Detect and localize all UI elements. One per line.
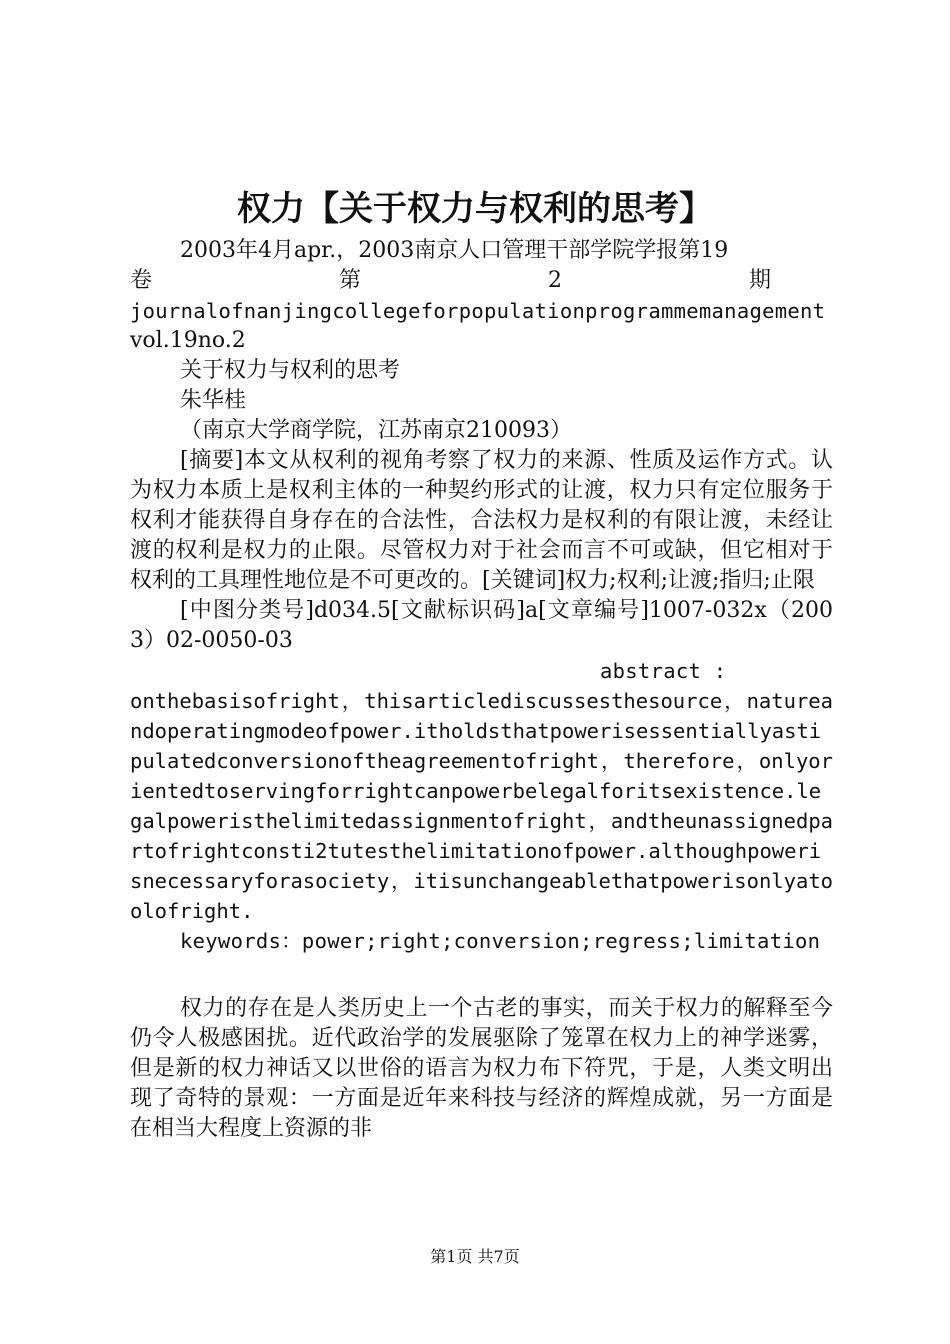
body-paragraph: 权力的存在是人类历史上一个古老的事实，而关于权力的解释至今仍令人极感困扰。近代政治学的发展驱除了笼罩在权力上的神学迷雾，但是新的权力神话又以世俗的语言为权力布下符咒，于是，人类文明出现了奇特的景观：一方面是近年来科技与经济的辉煌成就，另一方面是在相当大程度上资源的非 [130,996,833,1141]
page-title: 权力【关于权力与权利的思考】 [237,189,713,229]
page-indicator: 第1页 共7页 [430,1247,520,1266]
abstract-english-label: abstract : [600,659,727,683]
journal-info-line4: vol.19no.2 [130,328,246,353]
abstract-chinese: [摘要]本文从权利的视角考察了权力的来源、性质及运作方式。认为权力本质上是权利主体的一种契约形式的让渡，权力只有定位服务于权利才能获得自身存在的合法性，合法权力是权利的有限让渡，未经让渡的权利是权力的止限。尽管权力对于社会而言不可或缺，但它相对于权利的工具理性地位是不可更改的。[关键词]权力;权利;让渡;指归;止限 [130,448,833,593]
article-affiliation: （南京大学商学院，江苏南京210093） [180,418,572,443]
paragraph-spacer [130,956,833,994]
article-author: 朱华桂 [180,388,247,413]
classification-info: [中图分类号]d034.5[文献标识码]a[文章编号]1007-032x（2003）02-0050-03 [130,598,833,653]
journal-info-line3: journalofnanjingcollegeforpopulationprogrammemanagement [130,299,826,323]
journal-info-line2: 卷 第 2 期 [130,268,771,293]
document-body [130,236,833,1144]
journal-info-line1: 2003年4月apr.，2003南京人口管理干部学院学报第19 [180,238,729,263]
abstract-english: onthebasisofright，thisarticlediscussesthesource，natureandoperatingmodeofpower.itholdsthatpowerisessentiallyastipulatedconversionoftheagreementofright，therefore，onlyorientedtoservingforrightcanpowerbelegalforitsexistence.legalpoweristhelimitedassignmentofright，andtheunassignedpartofrightconsti2tutesthelimitationofpower.althoughpowerisnecessaryforasociety，itisunchangeablethatpowerisonlyatoolofright. [130,689,833,923]
keywords-english: keywords：power;right;conversion;regress;limitation [180,929,821,953]
article-subtitle: 关于权力与权利的思考 [180,358,401,383]
